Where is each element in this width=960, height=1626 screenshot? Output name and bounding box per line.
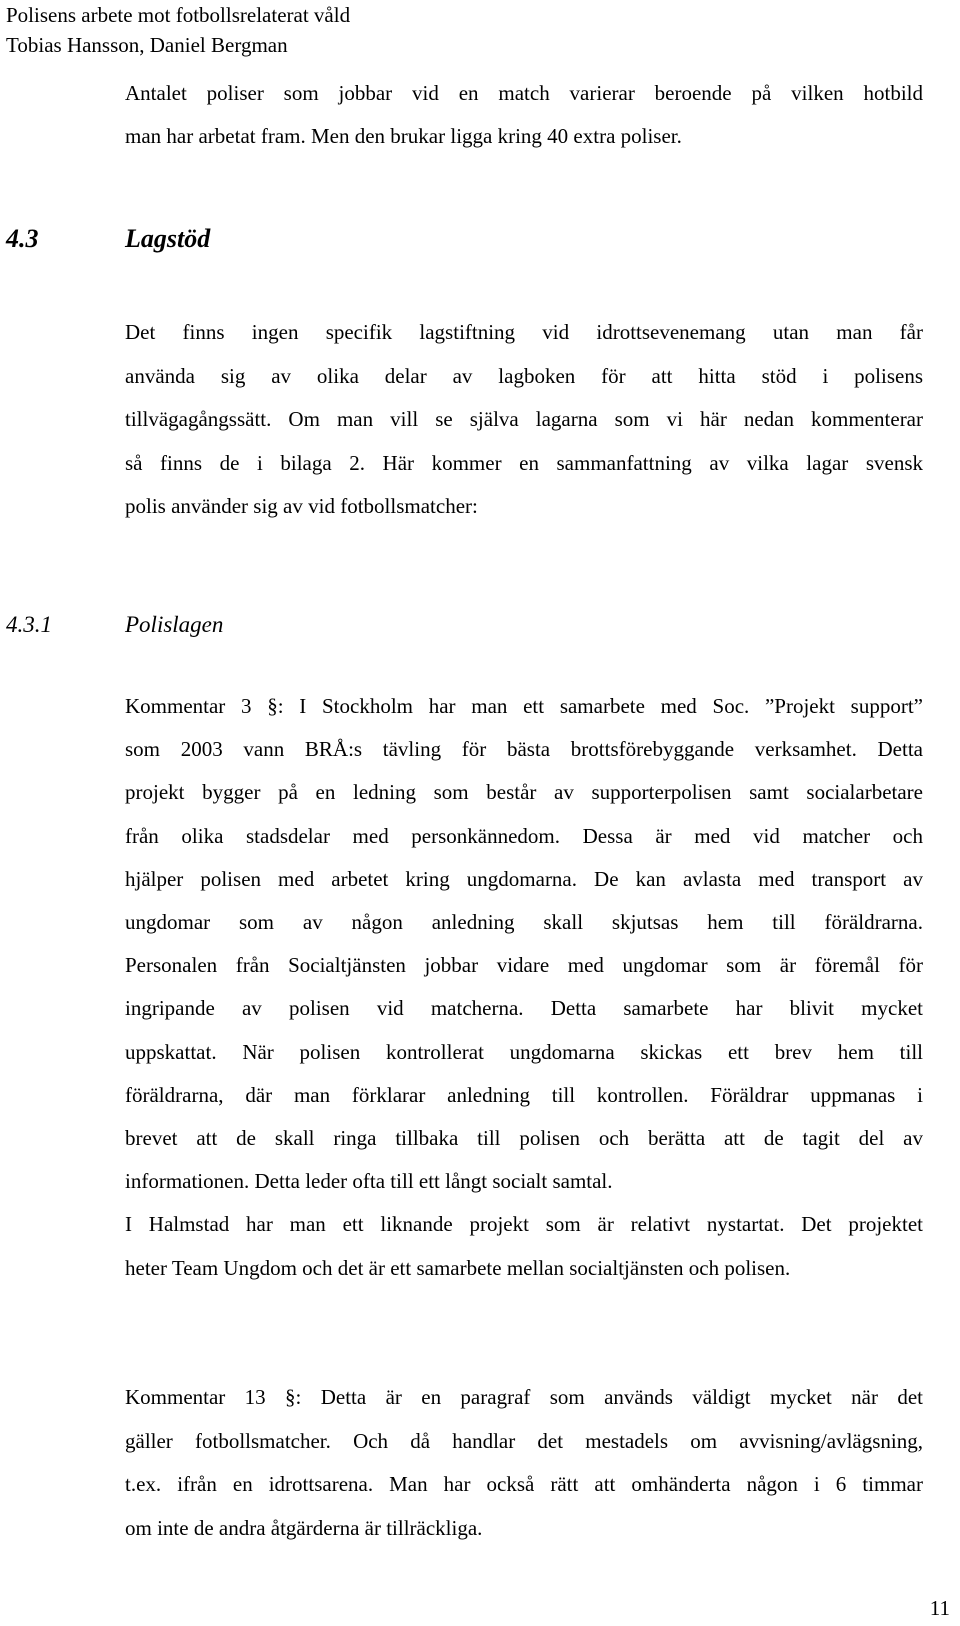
paragraph-line: polis använder sig av vid fotbollsmatcher:	[125, 494, 478, 518]
lagstod-paragraph	[125, 311, 923, 529]
document-authors: Tobias Hansson, Daniel Bergman	[6, 33, 288, 57]
document-title: Polisens arbete mot fotbollsrelaterat våld	[6, 3, 351, 27]
paragraph-line: som 2003 vann BRÅ:s tävling för bästa brottsförebyggande verksamhet. Detta	[125, 737, 923, 762]
comment-13-paragraph	[125, 1376, 923, 1550]
page-header	[6, 0, 350, 60]
paragraph-line: t.ex. ifrån en idrottsarena. Man har också rätt att omhänderta någon i 6 timmar	[125, 1472, 923, 1496]
paragraph-line: brevet att de skall ringa tillbaka till polisen och berätta att de tagit del av	[125, 1126, 923, 1151]
paragraph-line: Antalet poliser som jobbar vid en match varierar beroende på vilken hotbild	[125, 81, 923, 105]
paragraph-line: använda sig av olika delar av lagboken för att hitta stöd i polisens	[125, 363, 923, 388]
paragraph-line: ingripande av polisen vid matcherna. Detta samarbete har blivit mycket	[125, 996, 923, 1021]
section-title: Lagstöd	[125, 224, 211, 253]
paragraph-line: från olika stadsdelar med personkännedom. Dessa är med vid matcher och	[125, 823, 923, 848]
paragraph-line: föräldrarna, där man förklarar anledning till kontrollen. Föräldrar uppmanas i	[125, 1082, 923, 1107]
paragraph-line: Kommentar 3 §: I Stockholm har man ett samarbete med Soc. ”Projekt support”	[125, 694, 923, 718]
intro-paragraph	[125, 72, 923, 158]
paragraph-line: projekt bygger på en ledning som består av supporterpolisen samt socialarbetare	[125, 780, 923, 805]
paragraph-line: ungdomar som av någon anledning skall skjutsas hem till föräldrarna.	[125, 910, 923, 935]
comment-3-paragraph	[125, 685, 923, 1290]
paragraph-line: gäller fotbollsmatcher. Och då handlar det mestadels om avvisning/avlägsning,	[125, 1428, 923, 1453]
paragraph-line: I Halmstad har man ett liknande projekt som är relativt nystartat. Det projektet	[125, 1212, 923, 1237]
paragraph-line: Personalen från Socialtjänsten jobbar vidare med ungdomar som är föremål för	[125, 953, 923, 978]
paragraph-line: hjälper polisen med arbetet kring ungdomarna. De kan avlasta med transport av	[125, 866, 923, 891]
paragraph-line: informationen. Detta leder ofta till ett långt socialt samtal.	[125, 1169, 613, 1194]
section-number: 4.3	[6, 224, 39, 253]
paragraph-line: man har arbetat fram. Men den brukar ligga kring 40 extra poliser.	[125, 124, 682, 148]
paragraph-line: tillvägagångssätt. Om man vill se själva lagarna som vi här nedan kommenterar	[125, 407, 923, 431]
subsection-number: 4.3.1	[6, 612, 52, 637]
paragraph-line: om inte de andra åtgärderna är tillräckliga.	[125, 1515, 483, 1540]
paragraph-line: heter Team Ungdom och det är ett samarbete mellan socialtjänsten och polisen.	[125, 1255, 791, 1280]
paragraph-line: Kommentar 13 §: Detta är en paragraf som används väldigt mycket när det	[125, 1385, 923, 1409]
paragraph-line: så finns de i bilaga 2. Här kommer en sammanfattning av vilka lagar svensk	[125, 450, 923, 475]
page-number: 11	[929, 1596, 950, 1620]
paragraph-line: Det finns ingen specifik lagstiftning vid idrottsevenemang utan man får	[125, 320, 923, 344]
subsection-title: Polislagen	[125, 612, 224, 637]
paragraph-line: uppskattat. När polisen kontrollerat ungdomarna skickas ett brev hem till	[125, 1039, 923, 1064]
